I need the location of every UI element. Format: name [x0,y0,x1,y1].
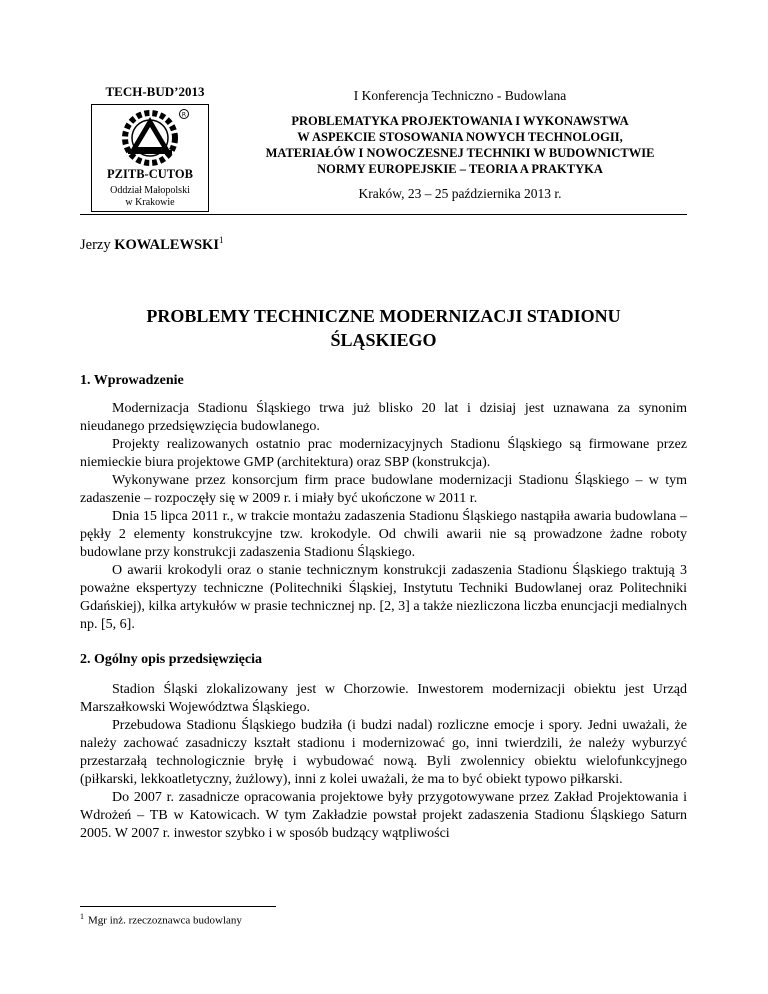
conference-name: I Konferencja Techniczno - Budowlana [353,88,567,103]
paragraph: Do 2007 r. zasadnicze opracowania projektowe były przygotowywane przez Zakład Projektowania i Wdrożeń – TB w Katowicach. W tym Zakładzie powstał projekt zadaszenia Stadionu Śląskiego Saturn 2005. W 2007 r. inwestor szybko i w sposób budzący wątpliwości [80,790,687,841]
paragraph: Dnia 15 lipca 2011 r., w trakcie montażu zadaszenia Stadionu Śląskiego nastąpiła awaria budowlana – pękły 2 elementy konstrukcyjne tzw. krokodyle. Od chwili awarii nie są prowadzone żadne roboty budowlane przy konstrukcji zadaszenia Stadionu Śląskiego. [80,509,687,560]
footnote-divider [80,906,276,907]
section-heading: 1. Wprowadzenie [80,373,184,388]
conference-tag: TECH-BUD’2013 [105,84,205,99]
org-branch-line1: Oddział Małopolski [110,185,190,196]
theme-line: PROBLEMATYKA PROJEKTOWANIA I WYKONAWSTWA [291,114,629,128]
author-last-name: KOWALEWSKI [114,236,219,253]
paragraph: O awarii krokodyli oraz o stanie technicznym konstrukcji zadaszenia Stadionu Śląskiego traktują 3 poważne ekspertyzy techniczne (Politechniki Śląskiej, Instytutu Techniki Budowlanej oraz Politechniki Gdańskiej), kilka artykułów w prasie technicznej np. [2, 3] a także niezliczona liczba enuncjacji medialnych np. [5, 6]. [80,563,687,632]
logo-box [91,104,209,212]
theme-line: NORMY EUROPEJSKIE – TEORIA A PRAKTYKA [317,162,603,176]
pzitb-logo-icon [100,107,200,167]
theme-line: MATERIAŁÓW I NOWOCZESNEJ TECHNIKI W BUDOWNICTWIE [265,146,655,160]
conference-date: Kraków, 23 – 25 października 2013 r. [358,186,562,201]
conference-theme [232,113,688,177]
svg-text:R: R [181,111,187,119]
theme-line: W ASPEKCIE STOSOWANIA NOWYCH TECHNOLOGII, [297,130,623,144]
paragraph: Wykonywane przez konsorcjum firm prace budowlane modernizacji Stadionu Śląskiego – w tym zadaszenie – rozpoczęły się w 2009 r. i miały być ukończone w 2011 r. [80,473,687,506]
footnote [80,912,242,927]
author [80,235,223,254]
paragraph: Modernizacja Stadionu Śląskiego trwa już blisko 20 lat i dzisiaj jest uznawana za synonim nieudanego przedsięwzięcia budowlanego. [80,401,687,434]
org-name: PZITB-CUTOB [107,167,193,181]
paragraph: Projekty realizowanych ostatnio prac modernizacyjnych Stadionu Śląskiego są firmowane przez niemieckie biura projektowe GMP (architektura) oraz SBP (konstrukcja). [80,437,687,470]
footnote-mark: 1 [80,912,84,921]
paragraph: Przebudowa Stadionu Śląskiego budziła (i budzi nadal) rozliczne emocje i spory. Jedni uważali, że należy zachować zasadniczy kształt stadionu i modernizować go, inni twierdzili, że należy wyburzyć przestarzałą technologicznie bryłę i wybudować nową. Byli zwolennicy obiektu wielofunkcyjnego (piłkarski, lekkoatletyczny, żużlowy), inni z kolei uważali, że ma to być obiekt typowo piłkarski. [80,718,687,787]
org-branch [92,185,208,209]
author-footnote-mark: 1 [218,235,224,245]
section-body [80,681,687,843]
org-branch-line2: w Krakowie [125,197,175,208]
paper-title [80,304,687,352]
paragraph: Stadion Śląski zlokalizowany jest w Chorzowie. Inwestorem modernizacji obiektu jest Urząd Marszałkowski Województwa Śląskiego. [80,682,687,715]
author-first-name: Jerzy [80,236,111,253]
section-heading: 2. Ogólny opis przedsięwzięcia [80,652,262,667]
footnote-text: Mgr inż. rzeczoznawca budowlany [88,914,242,927]
title-line: ŚLĄSKIEGO [330,330,437,350]
header-divider [80,214,687,215]
section-body [80,400,687,634]
title-line: PROBLEMY TECHNICZNE MODERNIZACJI STADIONU [146,306,621,326]
